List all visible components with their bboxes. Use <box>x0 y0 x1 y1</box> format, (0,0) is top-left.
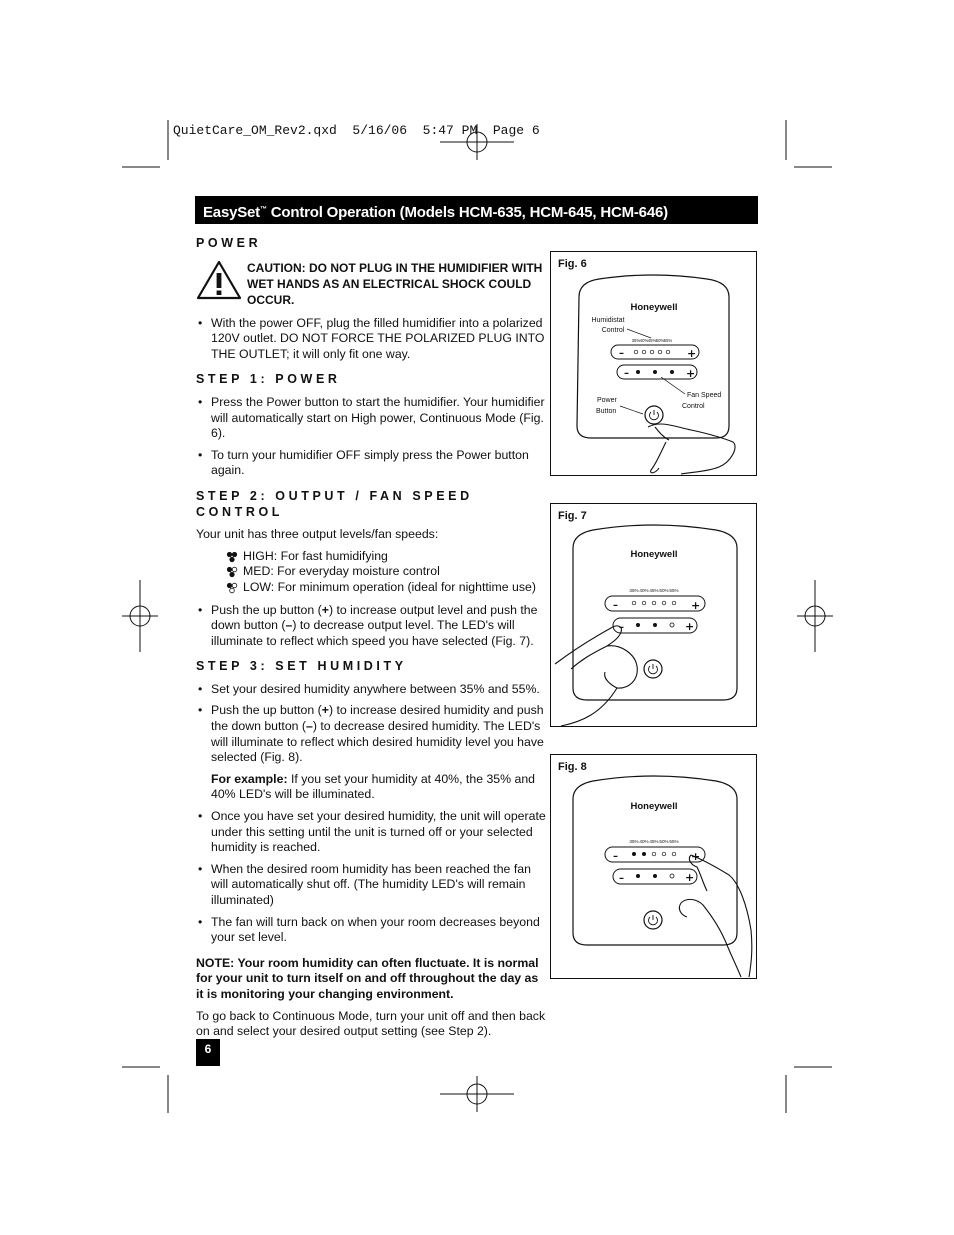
fan-high-icon <box>226 551 238 563</box>
note-paragraph: NOTE: Your room humidity can often fluctuate. It is normal for your unit to turn itself on and off throughout the day as it is monitoring your changing environment. <box>196 955 539 1001</box>
example-paragraph <box>196 772 548 803</box>
fig8-humidity-scale <box>629 839 678 844</box>
fig8-illustration <box>551 755 758 980</box>
figure-7 <box>550 503 757 727</box>
file-slug: QuietCare_OM_Rev2.qxd 5/16/06 5:47 PM Page 6 <box>173 123 540 138</box>
text-run: Push the up button ( <box>211 602 322 617</box>
humidity-level-label: 55% <box>669 839 679 844</box>
text-run: Push the up button ( <box>211 703 322 718</box>
humidity-level-label: 40% <box>639 588 649 593</box>
step1-title: STEP 1: POWER <box>196 372 341 387</box>
humidity-level-label: 55% <box>663 338 673 343</box>
fan-low-icon <box>226 582 238 594</box>
humidity-level-label: 45% <box>647 338 657 343</box>
humidity-level-label: 35% <box>631 338 641 343</box>
humidity-level-label: 55% <box>669 588 679 593</box>
svg-text:–: – <box>613 600 618 611</box>
text-run: ) to increase desired humidity and push the down button ( <box>211 703 544 734</box>
warning-triangle-icon <box>196 260 242 300</box>
svg-text:+: + <box>691 850 701 863</box>
speed-high-label: HIGH: For fast humidifying <box>243 548 388 563</box>
svg-text:+: + <box>691 599 701 612</box>
header-title-b: Control Operation (Models HCM-635, HCM-645, HCM-646) <box>266 204 668 221</box>
svg-text:+: + <box>687 347 697 360</box>
list-item: • Set your desired humidity anywhere between 35% and 55%. <box>196 682 548 698</box>
fan-med-icon <box>226 566 238 578</box>
fig6-fanspeed-label-2: Control <box>682 403 705 410</box>
power-title: POWER <box>196 236 262 250</box>
svg-text:+: + <box>685 871 695 884</box>
example-label: For example: <box>211 771 288 786</box>
fig7-humidity-scale <box>629 588 678 593</box>
step1-list <box>196 395 548 479</box>
trademark-symbol: ™ <box>259 206 267 213</box>
humidity-level-label: 40% <box>639 338 649 343</box>
speed-med <box>226 564 548 580</box>
step3-title: STEP 3: SET HUMIDITY <box>196 659 407 674</box>
step3-list <box>196 682 548 766</box>
list-item <box>196 703 548 765</box>
fig6-brand: Honeywell <box>630 302 678 313</box>
speed-high <box>226 549 548 565</box>
list-item: • Once you have set your desired humidity, the unit will operate under this setting until the unit is turned off or your selected humidity is reached. <box>196 809 548 856</box>
step2-list <box>196 603 548 650</box>
speed-low <box>226 580 548 596</box>
fig6-power-label-2: Button <box>596 408 617 415</box>
text-run: ) to decrease output level. The LED's will illuminate to reflect which speed you have selected (Fig. 7). <box>211 618 534 648</box>
closing-paragraph: To go back to Continuous Mode, turn your unit off and then back on and select your desired output setting (see Step 2). <box>196 1008 546 1039</box>
caution-text: CAUTION: DO NOT PLUG IN THE HUMIDIFIER WITH WET HANDS AS AN ELECTRICAL SHOCK COULD OCCUR. <box>247 260 543 307</box>
humidity-level-label: 45% <box>649 839 659 844</box>
speed-med-label: MED: For everyday moisture control <box>243 564 440 579</box>
svg-text:–: – <box>619 622 624 633</box>
fig6-humidistat-label-2: Control <box>601 327 625 334</box>
svg-text:–: – <box>619 348 624 359</box>
fig6-label: Fig. 6 <box>558 258 587 270</box>
svg-text:–: – <box>619 873 624 884</box>
humidity-level-label: 35% <box>629 839 639 844</box>
plus-symbol: + <box>321 703 329 718</box>
svg-text:–: – <box>624 368 629 379</box>
figure-6 <box>550 251 757 476</box>
humidity-level-label: 40% <box>639 839 649 844</box>
page-number: 6 <box>196 1039 220 1066</box>
list-item: • When the desired room humidity has been reached the fan will automatically shut off. (The humidity LED's will remain illuminated) <box>196 862 548 909</box>
list-item: • To turn your humidifier OFF simply press the Power button again. <box>196 448 548 479</box>
svg-text:+: + <box>685 620 695 633</box>
fig6-humidistat-label: Humidistat <box>591 317 625 324</box>
step2-title: STEP 2: OUTPUT / FAN SPEED CONTROL <box>196 488 473 519</box>
step2-intro: Your unit has three output levels/fan speeds: <box>196 527 439 542</box>
example-text: If you set your humidity at 40%, the 35% and 40% LED's will be illuminated. <box>211 771 535 802</box>
list-item: • With the power OFF, plug the filled humidifier into a polarized 120V outlet. DO NOT FORCE THE POLARIZED PLUG INTO THE OUTLET; it will only fit one way. <box>196 316 548 363</box>
svg-text:–: – <box>613 851 618 862</box>
header-title-a: EasySet <box>203 204 260 221</box>
fig6-humidity-scale <box>632 338 673 343</box>
minus-symbol: – <box>285 618 293 633</box>
svg-text:+: + <box>686 367 696 380</box>
fig8-label: Fig. 8 <box>558 761 587 773</box>
step3-list-cont <box>196 809 548 946</box>
section-header <box>195 196 758 224</box>
humidity-level-label: 35% <box>629 588 639 593</box>
plus-symbol: + <box>321 602 329 617</box>
figure-8 <box>550 754 757 979</box>
fig7-label: Fig. 7 <box>558 510 587 522</box>
fig6-illustration <box>551 252 758 477</box>
list-item <box>196 603 548 650</box>
humidity-level-label: 50% <box>655 338 665 343</box>
text-run: ) to increase output level and push the down button ( <box>211 602 538 633</box>
humidity-level-label: 45% <box>649 588 659 593</box>
speed-low-label: LOW: For minimum operation (ideal for nighttime use) <box>243 579 536 594</box>
fig6-power-label: Power <box>597 397 617 404</box>
power-list <box>196 316 548 363</box>
humidity-level-label: 50% <box>659 588 669 593</box>
fig7-brand: Honeywell <box>630 549 678 560</box>
main-column <box>196 236 548 1046</box>
minus-symbol: – <box>306 719 313 734</box>
speed-list <box>226 549 548 596</box>
fig8-brand: Honeywell <box>630 801 678 812</box>
text-run: ) to decrease desired humidity. The LED's will illuminate to reflect which desired humidity level you have selected (Fig. 8). <box>211 719 544 765</box>
list-item: • Press the Power button to start the humidifier. Your humidifier will automatically start on High power, Continuous Mode (Fig. 6). <box>196 395 548 442</box>
caution-block <box>196 259 548 308</box>
fig6-fanspeed-label: Fan Speed <box>687 392 722 399</box>
humidity-level-label: 50% <box>659 839 669 844</box>
fig7-illustration <box>551 504 758 728</box>
list-item: • The fan will turn back on when your room decreases beyond your set level. <box>196 915 548 946</box>
